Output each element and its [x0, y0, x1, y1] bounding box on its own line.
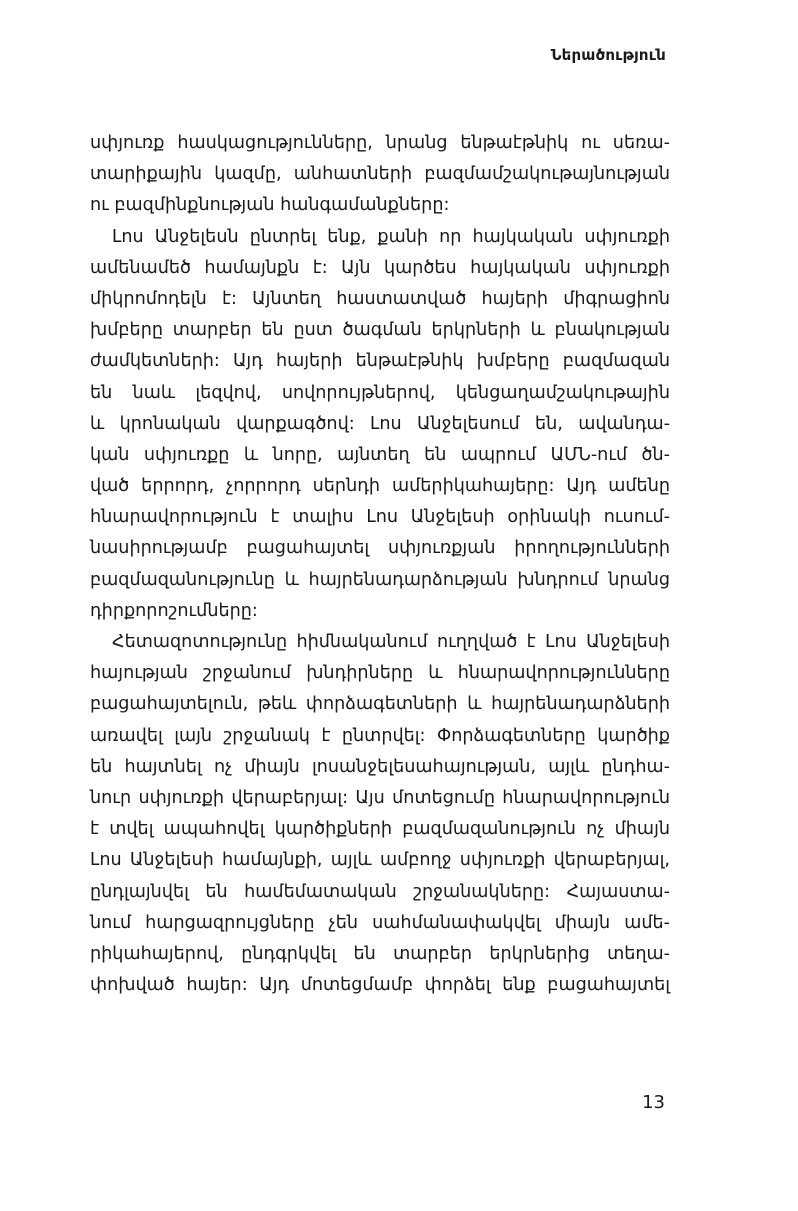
text-line: ժամկետների: Այդ հայերի ենթաէթնիկ խմբերը բազմազան	[90, 351, 670, 372]
text-line: ընդլայնվել են համեմատական շրջանակները: Հայաստա-	[90, 881, 670, 902]
text-line: նում հարցազրույցները չեն սահմանափակվել միայն ամե-	[90, 912, 670, 933]
text-line: առավել լայն շրջանակ է ընտրվել: Փորձագետները կարծիք	[90, 725, 670, 746]
text-line: են նաև լեզվով, սովորույթներով, կենցաղամշակութային	[90, 382, 670, 403]
page-number: 13	[642, 1092, 665, 1113]
body-text	[90, 128, 670, 1001]
text-line: ված երրորդ, չորրորդ սերնդի ամերիկահայերը: Այդ ամենը	[90, 476, 670, 497]
text-line: ամենամեծ համայնքն է: Այն կարծես հայկական սփյուռքի	[90, 257, 670, 278]
text-line: խմբերը տարբեր են ըստ ծագման երկրների և բնակության	[90, 320, 670, 341]
text-line: փոխված հայեր: Այդ մոտեցմամբ փորձել ենք բացահայտել	[90, 975, 670, 996]
text-line: սփյուռք հասկացությունները, նրանց ենթաէթնիկ ու սեռա-	[90, 133, 670, 153]
text-line: են հայտնել ոչ միայն լոսանջելեսահայության, այլև ընդհա-	[90, 756, 670, 777]
text-line: է տվել ապահովել կարծիքների բազմազանություն ոչ միայն	[90, 819, 670, 840]
text-line: միկրոմոդելն է: Այնտեղ հաստատված հայերի միգրացիոն	[90, 288, 670, 309]
text-line: նուր սփյուռքի վերաբերյալ: Այս մոտեցումը հնարավորություն	[90, 787, 670, 808]
text-line: բացահայտելուն, թեև փորձագետների և հայրենադարձների	[90, 694, 670, 715]
text-line: Հետազոտությունը հիմնականում ուղղված է Լոս Անջելեսի	[112, 632, 670, 652]
text-line: նասիրությամբ բացահայտել սփյուռքյան իրողությունների	[90, 538, 670, 559]
text-line: կան սփյուռքը և նորը, այնտեղ են ապրում ԱՄՆ-ում ծն-	[90, 444, 670, 465]
text-line: հայության շրջանում խնդիրները և հնարավորությունները	[90, 663, 670, 684]
text-line: ու բազմինքնության հանգամանքները:	[90, 195, 450, 216]
text-line: տարիքային կազմը, անհատների բազմամշակութայնության	[90, 164, 670, 185]
text-line: բազմազանությունը և հայրենադարձության խնդրում նրանց	[90, 569, 670, 590]
text-line: Լոս Անջելեսն ընտրել ենք, քանի որ հայկական սփյուռքի	[112, 226, 670, 247]
text-line: դիրքորոշումները:	[90, 600, 258, 621]
text-line: և կրոնական վարքագծով: Լոս Անջելեսում են, ավանդա-	[90, 413, 670, 434]
running-header: Ներածություն	[550, 46, 666, 64]
text-line: րիկահայերով, ընդգրկվել են տարբեր երկրներից տեղա-	[90, 943, 670, 964]
text-line: հնարավորություն է տալիս Լոս Անջելեսի օրինակի ուսում-	[90, 507, 670, 528]
text-line: Լոս Անջելեսի համայնքի, այլև ամբողջ սփյուռքի վերաբերյալ,	[90, 850, 670, 871]
